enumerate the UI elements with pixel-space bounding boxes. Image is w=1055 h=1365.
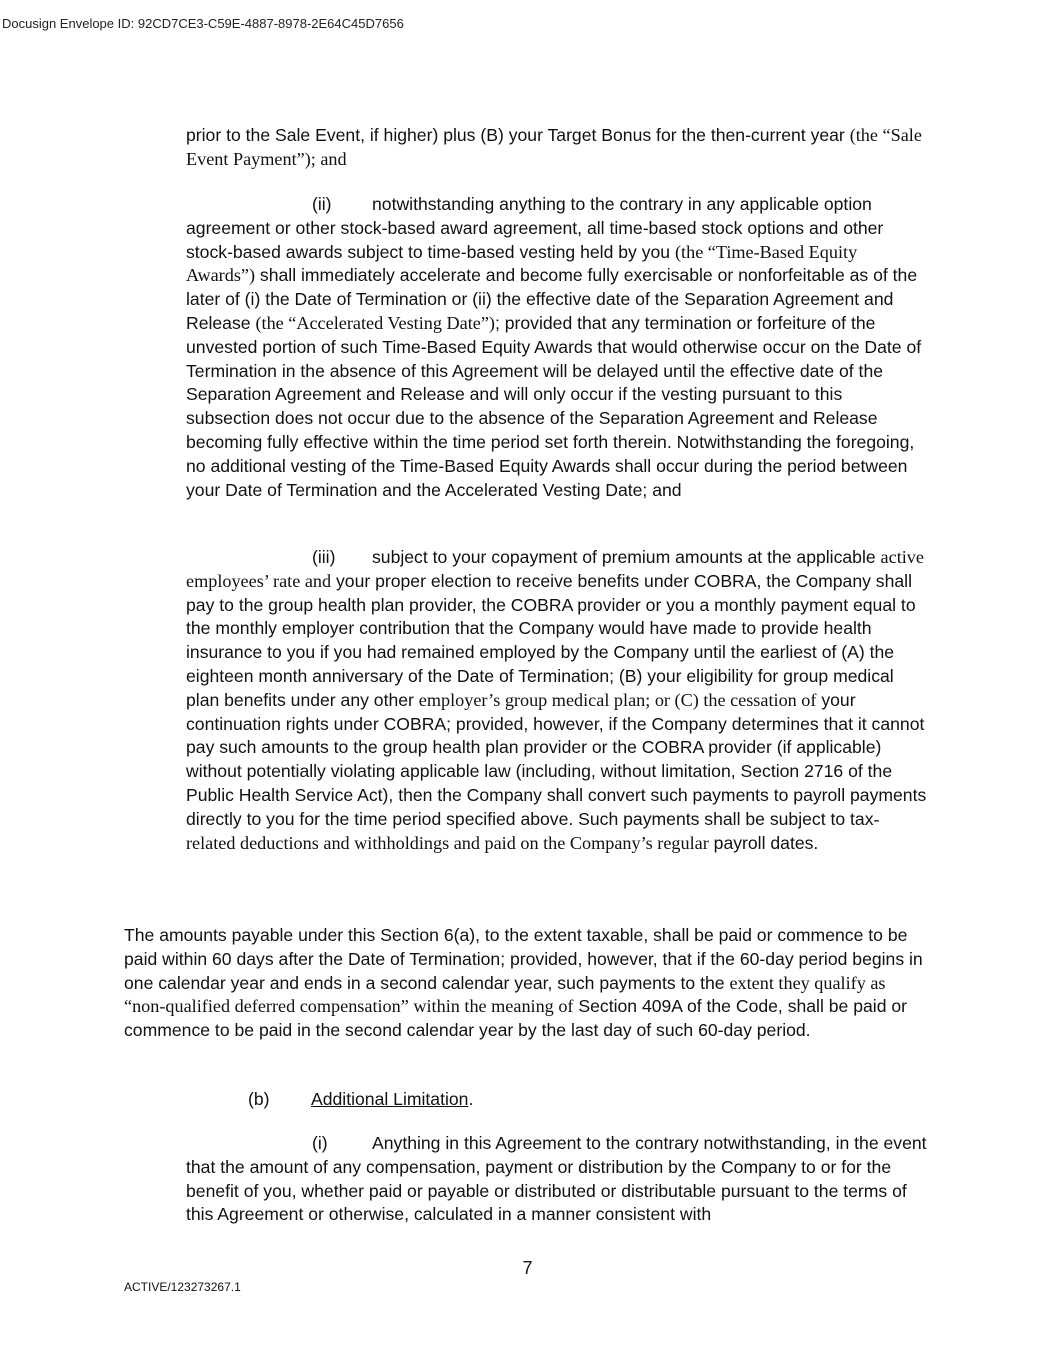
text-segment: Anything in this Agreement to the contrary notwithstanding, in the event that the amount of any compensation, payment or distribution by the Company to or for the benefit of you, whether paid or payable or distributed or distributable pursuant to the terms of this Agreement or otherwise, calculated in a manner consistent with [186,1133,927,1225]
text-segment-serif: -related deductions and withholdings and paid on the Company’s regular [186,808,880,853]
page-number: 7 [522,1258,533,1278]
text-segment: notwithstanding anything to the contrary in any applicable option agreement or other stock-based award agreement, all time-based stock options and other stock-based awards subject to time-based vesting held by you [186,194,884,262]
paragraph-iii-cobra [186,546,928,855]
paragraph-indent [186,547,312,567]
text-segment-serif: (the “Sale Event Payment”); and [186,125,922,169]
text-segment: subject to your copayment of premium amounts at the applicable [372,547,876,567]
text-segment: Section 409A of the Code, shall be paid or commence to be paid in the second calendar year by the last day of such 60-day period. [124,996,908,1041]
paragraph-indent [186,194,312,214]
enumerator-ii: (ii) [312,194,332,214]
paragraph-i-limitation [186,1132,928,1227]
enumerator-i: (i) [312,1133,328,1153]
paragraph-ii-accelerated-vesting [186,193,928,502]
enumerator-iii: (iii) [312,547,336,567]
paragraph-amounts-payable [124,924,928,1043]
text-segment: your continuation rights under COBRA; provided, however, if the Company determines that it cannot pay such amounts to the group health plan provider or the COBRA provider (if applicable) without potentially violating applicable law (including, without limitation, Section 2716 of the Public Health Service Act), then the Company shall convert such payments to payroll payments directly to you for the time period specified above. Such payments shall be subject to tax [186,689,927,829]
text-segment-serif: active employees’ rate and [186,547,924,591]
text-segment: your proper election to receive benefits under COBRA, the Company shall pay to the group health plan provider, the COBRA provider or you a monthly payment equal to the monthly employer contribution that the Company would have made to provide health insurance to you if you had remained employed by the Company until the earliest of (A) the eighteen month anniversary of the Date of Termination; (B) your eligibility for group medical plan benefits under any other [186,570,916,710]
enumerator-b: (b) [248,1089,270,1109]
text-segment: The amounts payable under this Section 6(a), to the extent taxable, shall be paid or commence to be paid within 60 days after the Date of Termination; provided, however, that if the 60-day period begins in one calendar year and ends in a second calendar year, such payments to the [124,925,923,993]
document-id: ACTIVE/123273267.1 [124,1280,241,1294]
text-segment: prior to the Sale Event, if higher) plus (B) your Target Bonus for the then-current year [186,125,845,145]
paragraph-sale-event-continuation [186,124,928,172]
text-segment-serif: extent they qualify as “non-qualified deferred compensation” within the meaning of [124,972,886,1017]
text-segment: payroll dates. [713,832,819,853]
docusign-envelope-id: Docusign Envelope ID: 92CD7CE3-C59E-4887-8978-2E64C45D7656 [2,16,404,31]
text-segment: shall immediately accelerate and become fully exercisable or nonforfeitable as of the later of (i) the Date of Termination or (ii) the effective date of the Separation Agreement and Release [186,265,918,333]
section-heading-b [248,1088,473,1112]
text-segment-serif: employer’s group medical plan; or (C) the cessation of [418,689,817,710]
paragraph-indent [186,1133,312,1153]
text-segment-serif: (the “Accelerated Vesting Date”) [255,312,495,333]
text-segment: ; provided that any termination or forfeiture of the unvested portion of such Time-Based Equity Awards that would otherwise occur on the Date of Termination in the absence of this Agreement will be delayed until the effective date of the Separation Agreement and Release and will only occur if the vesting pursuant to this subsection does not occur due to the absence of the Separation Agreement and Release becoming fully effective within the time period set forth therein. Notwithstanding the foregoing, no additional vesting of the Time-Based Equity Awards shall occur during the period between your Date of Termination and the Accelerated Vesting Date; and [186,312,922,500]
section-title-additional-limitation: Additional Limitation [311,1089,469,1109]
text-segment-serif: (the “Time-Based Equity Awards”) [186,241,858,286]
heading-period: . [468,1089,474,1109]
